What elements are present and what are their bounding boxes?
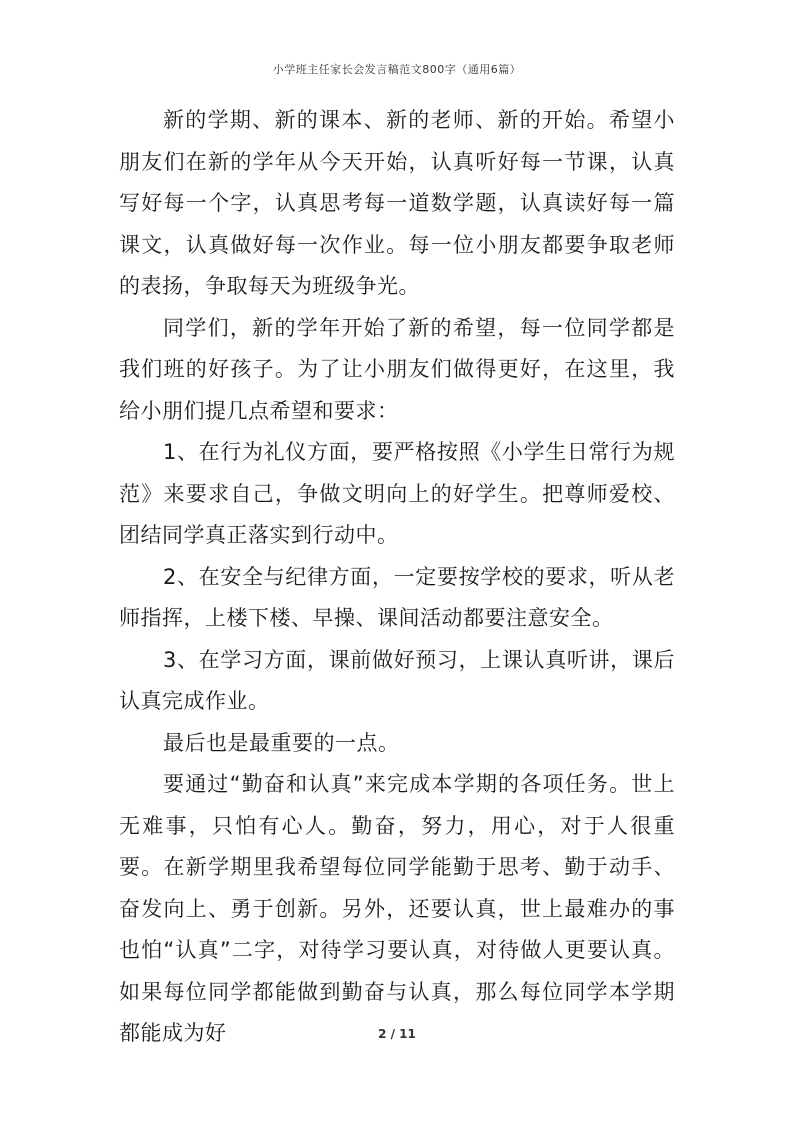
page-header-title: 小学班主任家长会发言稿范文800字（通用6篇） [272, 63, 522, 76]
paragraph: 新的学期、新的课本、新的老师、新的开始。希望小朋友们在新的学年从今天开始，认真听好每一节课，认真写好每一个字，认真思考每一道数学题，认真读好每一篇课文，认真做好每一次作业。每一位小朋友都要争取老师的表扬，争取每天为班级争光。 [119, 108, 675, 298]
paragraph: 1、在行为礼仪方面，要严格按照《小学生日常行为规范》来要求自己，争做文明向上的好学生。把尊师爱校、团结同学真正落实到行动中。 [119, 440, 675, 547]
paragraph: 最后也是最重要的一点。 [163, 730, 400, 755]
paragraph: 要通过“勤奋和认真”来完成本学期的各项任务。世上无难事，只怕有心人。勤奋，努力，用心，对于人很重要。在新学期里我希望每位同学能勤于思考、勤于动手、奋发向上、勇于创新。另外，还要认真，世上最难办的事也怕“认真”二字，对待学习要认真，对待做人更要认真。如果每位同学都能做到勤奋与认真，那么每位同学本学期都能成为好 [119, 772, 675, 1045]
document-body [119, 100, 675, 1055]
page-number: 2 / 11 [378, 1027, 416, 1041]
paragraph: 2、在安全与纪律方面，一定要按学校的要求，听从老师指挥，上楼下楼、早操、课间活动都要注意安全。 [119, 564, 675, 630]
paragraph: 同学们，新的学年开始了新的希望，每一位同学都是我们班的好孩子。为了让小朋友们做得更好，在这里，我给小朋们提几点希望和要求： [119, 315, 675, 423]
paragraph: 3、在学习方面，课前做好预习，上课认真听讲，课后认真完成作业。 [119, 647, 675, 713]
